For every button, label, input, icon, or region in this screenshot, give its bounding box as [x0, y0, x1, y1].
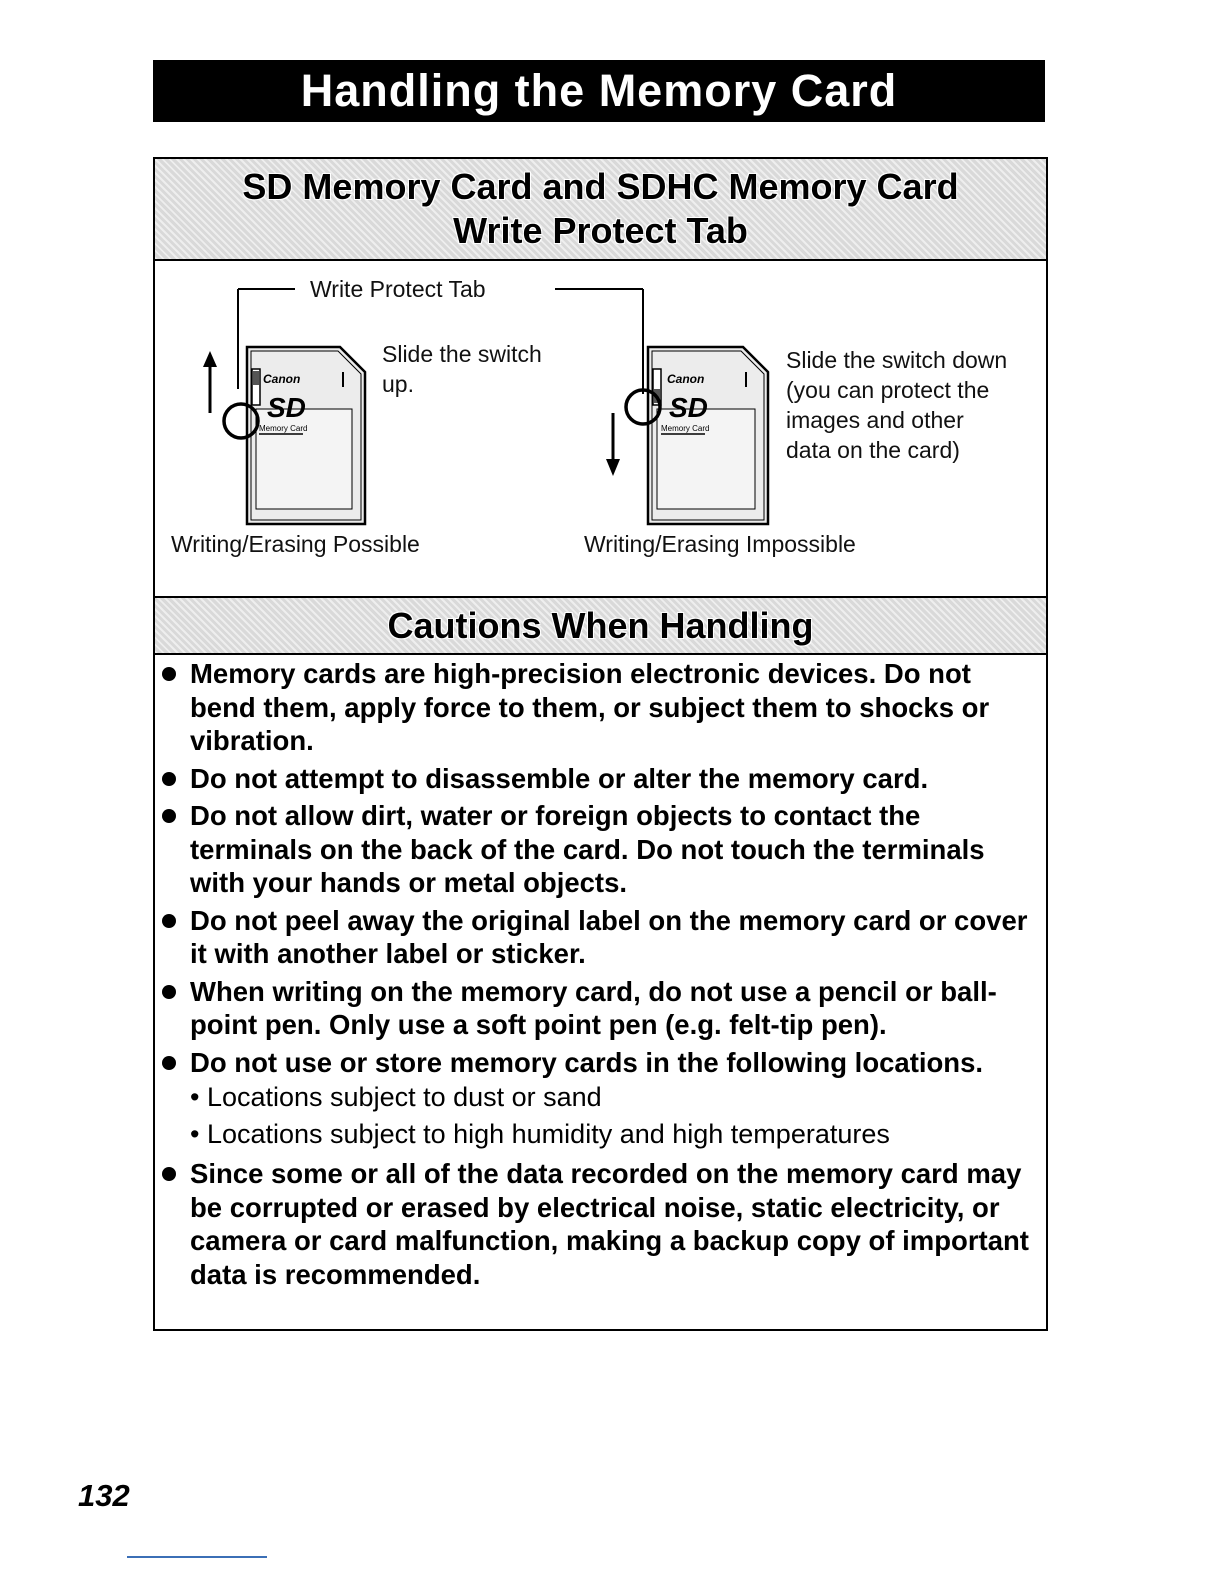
- card-logo-right: SD: [669, 392, 708, 423]
- bullet-icon: [162, 772, 176, 786]
- sd-card-right: [626, 347, 768, 524]
- list-item: [159, 904, 1039, 971]
- caution-text: Do not use or store memory cards in the following locations.: [190, 1046, 984, 1078]
- caution-text: Memory cards are high-precision electronic devices. Do not bend them, apply force to them, or subject them to shocks or vibration.: [190, 658, 990, 756]
- bullet-icon: [162, 1056, 176, 1070]
- right-caption: Writing/Erasing Impossible: [584, 531, 856, 557]
- write-protect-tab-label: Write Protect Tab: [310, 276, 486, 302]
- right-note-line-3: images and other: [786, 407, 964, 433]
- bullet-icon: [162, 1167, 176, 1181]
- left-note-line-2: up.: [382, 371, 414, 397]
- cautions-list: [159, 657, 1039, 1295]
- right-note-line-4: data on the card): [786, 437, 960, 463]
- card-sub-right: Memory Card: [661, 424, 710, 433]
- bullet-icon: [162, 667, 176, 681]
- page-number: 132: [78, 1478, 130, 1513]
- list-item: [159, 975, 1039, 1042]
- heading-line-1: SD Memory Card and SDHC Memory Card: [242, 166, 959, 207]
- card-brand-right: Canon: [667, 372, 705, 386]
- location-sublist: [190, 1079, 1039, 1153]
- right-note-line-1: Slide the switch down: [786, 347, 1008, 373]
- arrow-down-icon: [606, 413, 620, 476]
- bullet-icon: [162, 809, 176, 823]
- card-logo-left: SD: [267, 392, 306, 423]
- section-heading-write-protect: [155, 159, 1046, 261]
- left-note-line-1: Slide the switch: [382, 341, 542, 367]
- bullet-icon: [162, 985, 176, 999]
- list-item: [159, 799, 1039, 900]
- content-box: [153, 157, 1048, 1331]
- caution-text: Do not attempt to disassemble or alter the memory card.: [190, 762, 929, 794]
- card-sub-left: Memory Card: [259, 424, 308, 433]
- list-item: [159, 1157, 1039, 1291]
- sub-list-item: • Locations subject to dust or sand: [190, 1082, 602, 1112]
- write-protect-diagram: [155, 259, 1046, 596]
- list-item: [159, 657, 1039, 758]
- caution-text: When writing on the memory card, do not use a pencil or ball-point pen. Only use a soft point pen (e.g. felt-tip pen).: [190, 975, 997, 1040]
- list-item: [159, 1046, 1039, 1154]
- page-title: Handling the Memory Card: [153, 60, 1045, 122]
- sub-list-item: • Locations subject to high humidity and high temperatures: [190, 1119, 890, 1149]
- left-caption: Writing/Erasing Possible: [171, 531, 420, 557]
- caution-text: Since some or all of the data recorded on the memory card may be corrupted or erased by electrical noise, static electricity, or camera or card malfunction, making a backup copy of important data is recommended.: [190, 1158, 1029, 1290]
- card-brand-left: Canon: [263, 372, 301, 386]
- heading-line-2: Write Protect Tab: [453, 210, 748, 251]
- section-heading-cautions: [155, 596, 1046, 655]
- cautions-heading-text: Cautions When Handling: [387, 604, 814, 646]
- list-item: [159, 762, 1039, 796]
- sd-card-left: [224, 347, 365, 524]
- caution-text: Do not peel away the original label on the memory card or cover it with another label or sticker.: [190, 904, 1028, 969]
- arrow-up-icon: [203, 351, 217, 413]
- right-note-line-2: (you can protect the: [786, 377, 990, 403]
- bullet-icon: [162, 914, 176, 928]
- caution-text: Do not allow dirt, water or foreign objects to contact the terminals on the back of the card. Do not touch the terminals with your hands or metal objects.: [190, 800, 985, 898]
- footer-rule: [127, 1556, 267, 1558]
